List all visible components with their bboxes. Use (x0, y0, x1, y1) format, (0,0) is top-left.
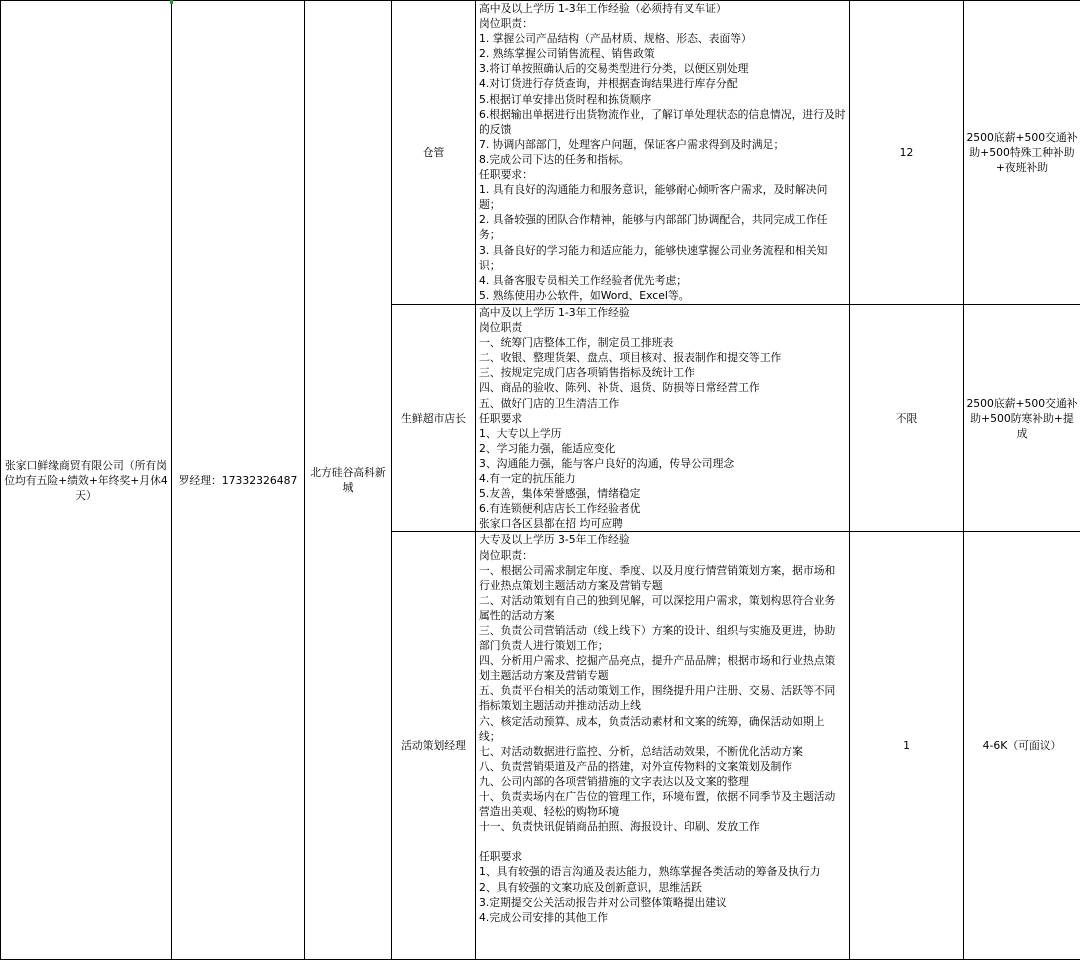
salary-package: 2500底薪+500交通补助+500防寒补助+提成 (966, 396, 1078, 440)
description-line: 十、负责卖场内在广告位的管理工作，环境布置，依据不同季节及主题活动营造出美观、轻松的购物环境 (479, 790, 836, 819)
description-line (479, 834, 846, 849)
description-line: 任职要求 (479, 850, 523, 864)
description-line: 张家口各区县都在招 均可应聘 (479, 517, 623, 531)
description-line: 六、核定活动预算、成本，负责活动素材和文案的统筹，确保活动如期上线； (479, 714, 825, 743)
description-line: 九、公司内部的各项营销措施的文字表达以及文案的整理 (479, 774, 749, 788)
description-line: 任职要求： (479, 168, 533, 182)
description-line: 岗位职责 (479, 321, 523, 335)
description-line: 任职要求 (479, 411, 523, 425)
job-title-cell (392, 1, 476, 305)
contact-cell (172, 1, 305, 960)
description-line: 高中及以上学历 1-3年工作经验 (479, 306, 630, 319)
job-title-cell (392, 532, 476, 960)
description-line: 七、对活动数据进行监控、分析，总结活动效果，不断优化活动方案 (479, 744, 803, 758)
description-line: 三、负责公司营销活动（线上线下）方案的设计、组织与实施及更进，协助部门负责人进行策划工作； (479, 623, 836, 653)
description-line: 2. 具备较强的团队合作精神，能够与内部部门协调配合，共同完成工作任务； (479, 213, 828, 242)
description-line: 岗位职责： (479, 548, 533, 562)
description-line: 8.完成公司下达的任务和指标。 (479, 152, 630, 166)
description-line: 高中及以上学历 1-3年工作经验（必须持有叉车证） (479, 2, 727, 15)
description-line: 2、具有较强的文案功底及创新意识，思维活跃 (479, 880, 702, 894)
job-description (479, 305, 846, 531)
description-line: 5.友善，集体荣誉感强，情绪稳定 (479, 487, 641, 501)
description-line: 4.对订货进行存货查询，并根据查询结果进行库存分配 (479, 77, 738, 91)
description-line: 4.完成公司安排的其他工作 (479, 910, 609, 924)
description-line: 四、商品的验收、陈列、补货、退货、防损等日常经营工作 (479, 381, 760, 395)
job-description-cell (476, 532, 850, 960)
description-line: 5.根据订单安排出货时程和拣货顺序 (479, 92, 652, 106)
description-line: 1. 具有良好的沟通能力和服务意识，能够耐心倾听客户需求，及时解决问题； (479, 183, 828, 212)
cell-selection-marker (170, 0, 173, 4)
location-cell (305, 1, 392, 960)
description-line: 1、具有较强的语言沟通及表达能力，熟练掌握各类活动的筹备及执行力 (479, 865, 821, 879)
description-line: 2、学习能力强，能适应变化 (479, 441, 616, 455)
salary-cell (964, 305, 1080, 532)
description-line: 五、负责平台相关的活动策划工作，围绕提升用户注册、交易、活跃等不同指标策划主题活动并推动活动上线 (479, 684, 836, 713)
description-line: 八、负责营销渠道及产品的搭建，对外宣传物料的文案策划及制作 (479, 759, 793, 773)
job-title: 活动策划经理 (401, 739, 466, 753)
description-line: 5. 熟练使用办公软件，如Word、Excel等。 (479, 288, 690, 302)
job-description (479, 532, 846, 924)
headcount-cell (850, 305, 964, 532)
description-line: 6.有连锁便利店店长工作经验者优 (479, 502, 641, 516)
job-title-cell (392, 305, 476, 532)
job-description-cell (476, 305, 850, 532)
job-description-cell (476, 1, 850, 305)
salary-cell (964, 532, 1080, 960)
description-line: 二、对活动策划有自己的独到见解，可以深挖用户需求，策划构思符合业务属性的活动方案 (479, 593, 836, 622)
job-row-warehouse (1, 1, 1080, 305)
headcount: 不限 (895, 411, 918, 425)
contact-info: 罗经理：17332326487 (178, 473, 298, 487)
description-line: 1、大专以上学历 (479, 426, 562, 440)
salary-package: 2500底薪+500交通补助+500特殊工种补助+夜班补助 (966, 130, 1078, 175)
description-line: 大专及以上学历 3-5年工作经验 (479, 533, 630, 547)
description-line: 一、统筹门店整体工作，制定员工排班表 (479, 336, 674, 350)
headcount-cell (850, 1, 964, 305)
description-line: 3.定期提交公关活动报告并对公司整体策略提出建议 (479, 895, 727, 909)
description-line: 十一、负责快讯促销商品拍照、海报设计、印刷、发放工作 (479, 820, 760, 834)
salary-cell (964, 1, 1080, 305)
description-line: 3. 具备良好的学习能力和适应能力，能够快速掌握公司业务流程和相关知识； (479, 243, 828, 272)
company-name: 张家口鲜缘商贸有限公司（所有岗位均有五险+绩效+年终奖+月休4天） (4, 458, 168, 502)
description-line: 二、收银、整理货架、盘点、项目核对、报表制作和提交等工作 (479, 351, 782, 365)
headcount-cell (850, 532, 964, 960)
description-line: 三、按规定完成门店各项销售指标及统计工作 (479, 366, 695, 380)
job-title: 仓管 (422, 145, 445, 159)
headcount: 12 (899, 145, 914, 159)
description-line: 6.根据输出单据进行出货物流作业，了解订单处理状态的信息情况，进行及时的反馈 (479, 107, 846, 136)
description-line: 2. 熟练掌握公司销售流程、销售政策 (479, 47, 655, 61)
description-line: 4.有一定的抗压能力 (479, 472, 576, 486)
description-line: 一、根据公司需求制定年度、季度、以及月度行情营销策划方案，据市场和行业热点策划主题活动方案及营销专题 (479, 563, 836, 592)
description-line: 3.将订单按照确认后的交易类型进行分类，以便区别处理 (479, 62, 749, 76)
description-line: 7. 协调内部部门，处理客户问题，保证客户需求得到及时满足； (479, 137, 785, 151)
work-location: 北方硅谷高科新城 (310, 466, 386, 495)
description-line: 1. 掌握公司产品结构（产品材质、规格、形态、表面等） (479, 32, 752, 46)
salary-package: 4-6K（可面议） (982, 739, 1062, 753)
description-line: 4. 具备客服专员相关工作经验者优先考虑； (479, 273, 688, 287)
description-line: 五、做好门店的卫生清洁工作 (479, 396, 620, 410)
description-line: 四、分析用户需求、挖掘产品亮点，提升产品品牌；根据市场和行业热点策划主题活动方案及营销专题 (479, 654, 836, 683)
company-cell (1, 1, 172, 960)
job-title: 生鲜超市店长 (401, 411, 466, 425)
headcount: 1 (903, 739, 910, 753)
job-description (479, 1, 846, 303)
description-line: 岗位职责： (479, 17, 533, 31)
description-line: 3、沟通能力强，能与客户良好的沟通，传导公司理念 (479, 456, 735, 470)
